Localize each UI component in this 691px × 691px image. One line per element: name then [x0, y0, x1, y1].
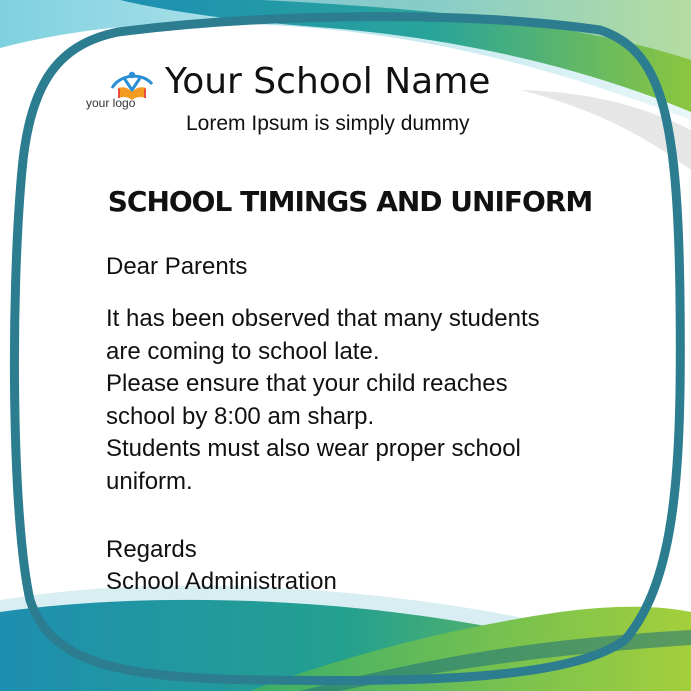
notice-line: uniform.	[106, 467, 193, 495]
school-logo	[84, 66, 164, 114]
school-tagline: Lorem Ipsum is simply dummy	[186, 112, 470, 135]
school-name: Your School Name	[165, 61, 491, 102]
salutation: Dear Parents	[106, 253, 248, 280]
notice-line: are coming to school late.	[106, 337, 380, 365]
notice-line: It has been observed that many students	[106, 305, 540, 332]
notice-line: Students must also wear proper school	[106, 435, 521, 462]
logo-label: your logo	[86, 96, 136, 110]
notice-line: Please ensure that your child reaches	[106, 370, 508, 397]
notice-line: school by 8:00 am sharp.	[106, 402, 375, 430]
closing: Regards	[106, 536, 197, 563]
signature: School Administration	[106, 568, 337, 595]
notice-title: SCHOOL TIMINGS AND UNIFORM	[107, 185, 593, 218]
notice-paragraph	[106, 303, 626, 498]
school-logo-icon	[106, 66, 158, 100]
